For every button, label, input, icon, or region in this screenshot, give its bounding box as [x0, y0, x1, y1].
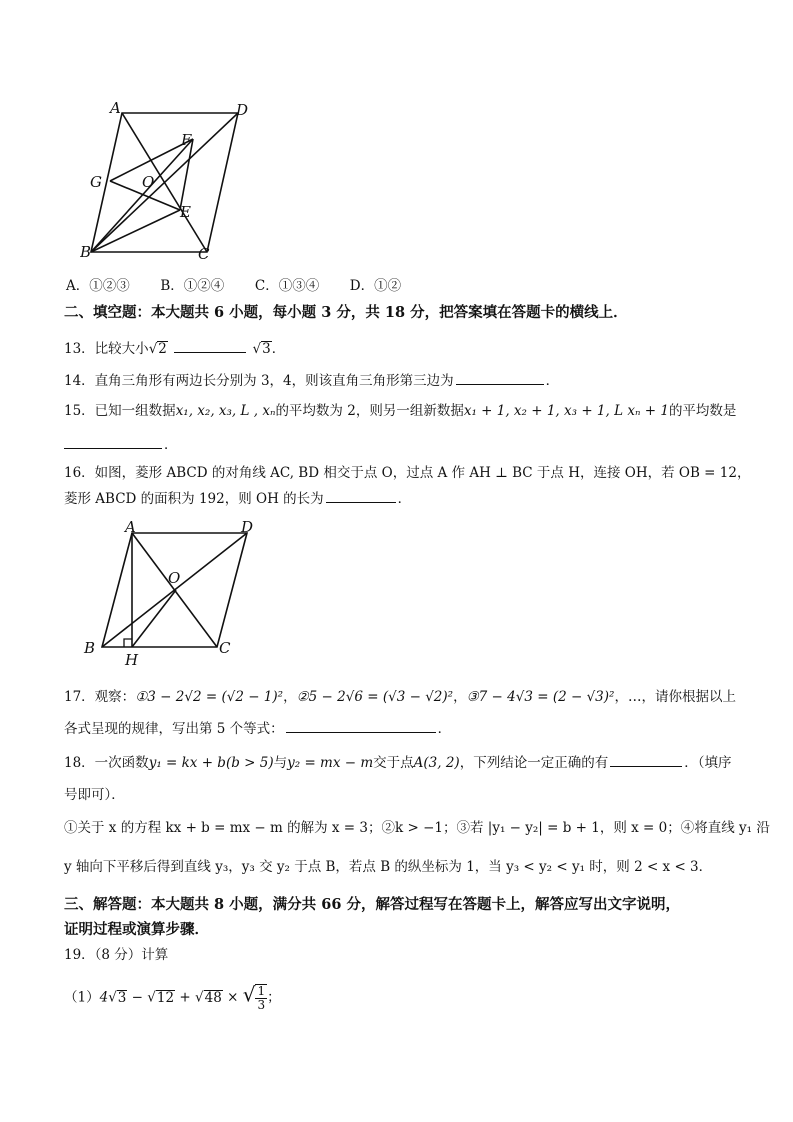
q13-answer-blank[interactable]	[174, 338, 246, 353]
rhombus-figure-2	[80, 515, 270, 670]
q15-data1: x₁, x₂, x₃, L , xₙ	[175, 403, 276, 419]
q13-prefix: 13．比较大小	[64, 341, 149, 357]
option-a: A．①②③	[66, 278, 130, 294]
label-D: D	[241, 518, 254, 536]
q19-fraction-denominator: 3	[257, 998, 266, 1012]
label-C: C	[219, 639, 231, 657]
q19-end: ；	[267, 989, 281, 1006]
q14-text: 14．直角三角形有两边长分别为 3，4，则该直角三角形第三边为	[64, 373, 454, 389]
q17-prefix: 17．观察：	[64, 689, 136, 705]
q15-answer-blank[interactable]	[64, 434, 162, 449]
question-15-answer	[64, 434, 178, 454]
q13-radicand-b: 3	[262, 341, 271, 357]
parallelogram-figure-1	[80, 95, 260, 265]
q17-answer-blank[interactable]	[286, 718, 436, 733]
q14-answer-blank[interactable]	[456, 370, 544, 385]
label-B: B	[84, 639, 96, 657]
question-16-line2	[64, 488, 411, 508]
q18-line1-end: ．（填序	[684, 755, 732, 771]
question-13: 13．比较大小√2 √3．	[64, 338, 285, 358]
section-2-heading: 二、填空题：本大题共 6 小题，每小题 3 分，共 18 分，把答案填在答题卡的横线上．	[64, 304, 628, 321]
section-3-heading-line1: 三、解答题：本大题共 8 小题，满分共 66 分，解答过程写在答题卡上，解答应写出文字说明，	[64, 896, 680, 913]
q18-suffix: ，下列结论一定正确的有	[459, 755, 609, 771]
q14-end: ．	[545, 373, 560, 389]
q16-answer-blank[interactable]	[326, 488, 396, 503]
q15-data2: x₁ + 1, x₂ + 1, x₃ + 1, L xₙ + 1	[463, 403, 669, 419]
label-H: H	[125, 651, 139, 669]
q18-f1: y₁ = kx + b(b > 5)	[148, 755, 274, 771]
label-O: O	[168, 569, 181, 587]
q17-eq1: ①3 − 2√2 = (√2 − 1)²	[135, 689, 284, 705]
label-F: F	[181, 131, 192, 149]
q17-line2-text: 各式呈现的规律，写出第 5 个等式：	[64, 721, 284, 737]
label-O: O	[142, 173, 155, 191]
q19-radicand-2: 12	[156, 989, 175, 1006]
label-C: C	[198, 245, 210, 263]
label-D: D	[236, 101, 249, 119]
option-d: D．①②	[349, 278, 402, 294]
q17-eq3: ③7 − 4√3 = (2 − √3)²	[466, 689, 615, 705]
question-14	[64, 370, 559, 390]
q19-fraction-numerator: 1	[257, 984, 266, 998]
option-c: C．①③④	[254, 278, 320, 294]
q15-end: ．	[164, 437, 178, 453]
q13-end: ．	[271, 341, 286, 357]
question-18-line1	[64, 752, 731, 772]
q18-prefix: 18．一次函数	[64, 755, 149, 771]
question-18-line3: ①关于 x 的方程 kx + b = mx − m 的解为 x = 3；②k > −1；③若 |y₁ − y₂| = b + 1，则 x = 0；④将直线 y₁ 沿	[64, 820, 770, 836]
section-3-heading-line2: 证明过程或演算步骤．	[64, 921, 209, 938]
q17-end: ．	[437, 721, 452, 737]
question-19-title: 19．（8 分）计算	[64, 947, 169, 963]
q17-suffix: ，…，请你根据以上	[614, 689, 736, 705]
q19-op-times: ×	[222, 989, 243, 1006]
question-17-line1: 17．观察：①3 − 2√2 = (√2 − 1)²，②5 − 2√6 = (√3 − √2)²，③7 − 4√3 = (2 − √3)²，…，请你根据以上	[64, 689, 736, 705]
q15-mid: 的平均数为 2，则另一组新数据	[275, 403, 464, 419]
option-b: B．①②④	[160, 278, 225, 294]
question-16-line1: 16．如图，菱形 ABCD 的对角线 AC, BD 相交于点 O，过点 A 作 AH ⊥ BC 于点 H，连接 OH，若 OB = 12，	[64, 465, 751, 481]
q19-part1-prefix: （1）	[64, 989, 100, 1006]
q13-radicand-a: 2	[158, 341, 167, 357]
q15-prefix: 15．已知一组数据	[64, 403, 176, 419]
question-15	[64, 402, 736, 420]
question-17-line2	[64, 718, 451, 738]
q15-suffix: 的平均数是	[668, 403, 737, 419]
label-E: E	[180, 203, 191, 221]
q16-line2-text: 菱形 ABCD 的面积为 192，则 OH 的长为	[64, 491, 324, 507]
q19-radicand-1: 3	[117, 989, 127, 1006]
label-A: A	[125, 518, 136, 536]
label-A: A	[110, 99, 121, 117]
question-18-line4: y 轴向下平移后得到直线 y₃，y₃ 交 y₂ 于点 B，若点 B 的纵坐标为 1，当 y₃ < y₂ < y₁ 时，则 2 < x < 3．	[64, 859, 713, 875]
label-B: B	[80, 243, 92, 261]
q19-coef: 4	[99, 989, 109, 1006]
q19-radicand-3: 48	[204, 989, 222, 1006]
q12-options	[66, 277, 401, 295]
q19-fraction	[255, 984, 267, 1012]
q18-f2: y₂ = mx − m	[287, 755, 374, 771]
q18-point: A(3, 2)	[413, 755, 460, 771]
q16-end: ．	[397, 491, 412, 507]
q19-op-minus: −	[127, 989, 148, 1006]
question-19-part1: （1）4√3 − √12 + √48 × √ $\frac{1}{3}$ ；	[64, 982, 281, 1012]
q18-answer-blank[interactable]	[610, 752, 682, 767]
q19-op-plus: +	[175, 989, 195, 1006]
q18-mid: 与	[273, 755, 288, 771]
question-18-line2: 号即可）．	[64, 787, 125, 803]
q17-eq2: ②5 − 2√6 = (√3 − √2)²	[296, 689, 454, 705]
label-G: G	[90, 173, 102, 191]
q18-mid2: 交于点	[373, 755, 414, 771]
